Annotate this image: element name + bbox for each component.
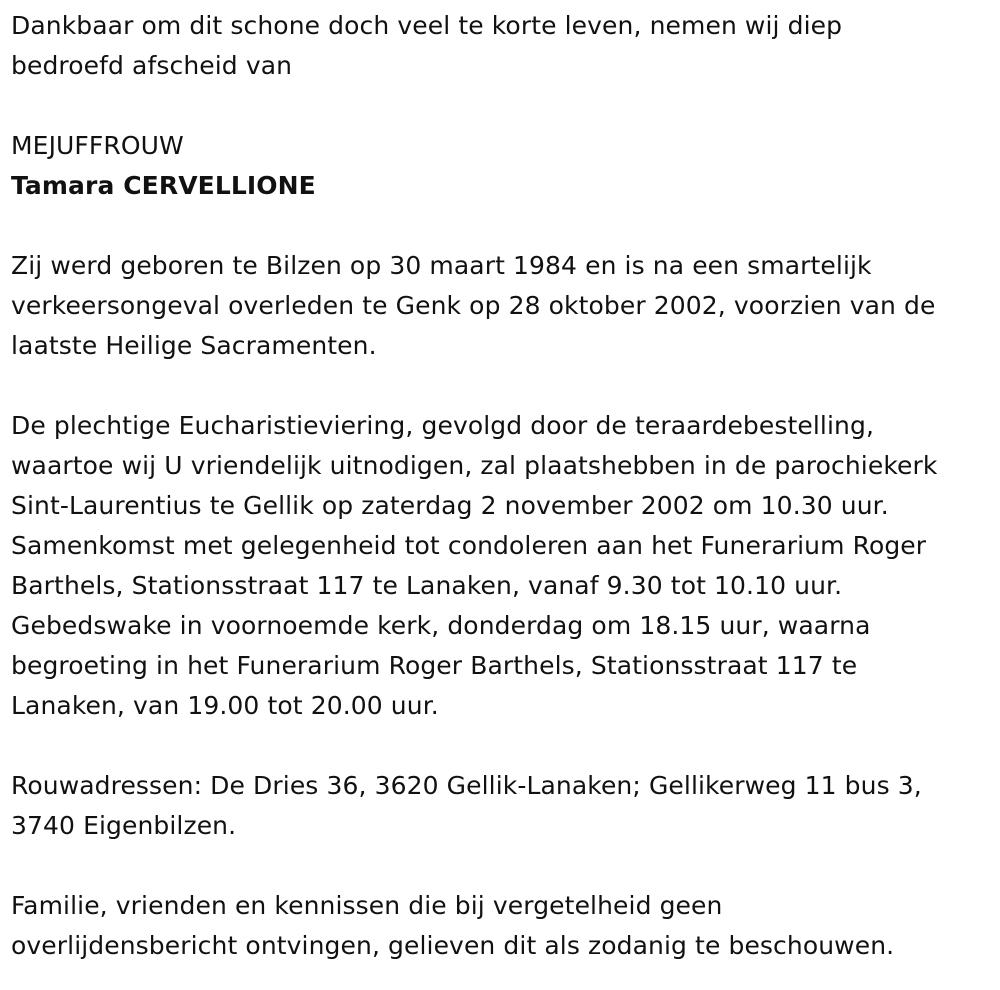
intro-paragraph: Dankbaar om dit schone doch veel te korte leven, nemen wij diep bedroefd afscheid van bbox=[11, 11, 843, 80]
honorific-title: MEJUFFROUW bbox=[11, 131, 184, 160]
closing-paragraph: Familie, vrienden en kennissen die bij vergetelheid geen overlijdensbericht ontvingen, gelieven dit als zodanig te beschouwen. bbox=[11, 891, 895, 960]
deceased-name: Tamara CERVELLIONE bbox=[11, 171, 316, 200]
birth-death-paragraph: Zij werd geboren te Bilzen op 30 maart 1984 en is na een smartelijk verkeersongeval overleden te Genk op 28 oktober 2002, voorzien van de laatste Heilige Sacramenten. bbox=[11, 251, 936, 360]
ceremony-paragraph: De plechtige Eucharistieviering, gevolgd door de teraardebestelling, waartoe wij U vriendelijk uitnodigen, zal plaatshebben in de parochiekerk Sint-Laurentius te Gellik op zaterdag 2 november 2002 om 10.30 uur. Samenkomst met gelegenheid tot condoleren aan het Funerarium Roger Barthels, Stationsstraat 117 te Lanaken, vanaf 9.30 tot 10.10 uur. Gebedswake in voornoemde kerk, donderdag om 18.15 uur, waarna begroeting in het Funerarium Roger Barthels, Stationsstraat 117 te Lanaken, van 19.00 tot 20.00 uur. bbox=[11, 411, 938, 720]
addresses-paragraph: Rouwadressen: De Dries 36, 3620 Gellik-Lanaken; Gellikerweg 11 bus 3, 3740 Eigenbilzen. bbox=[11, 771, 922, 840]
